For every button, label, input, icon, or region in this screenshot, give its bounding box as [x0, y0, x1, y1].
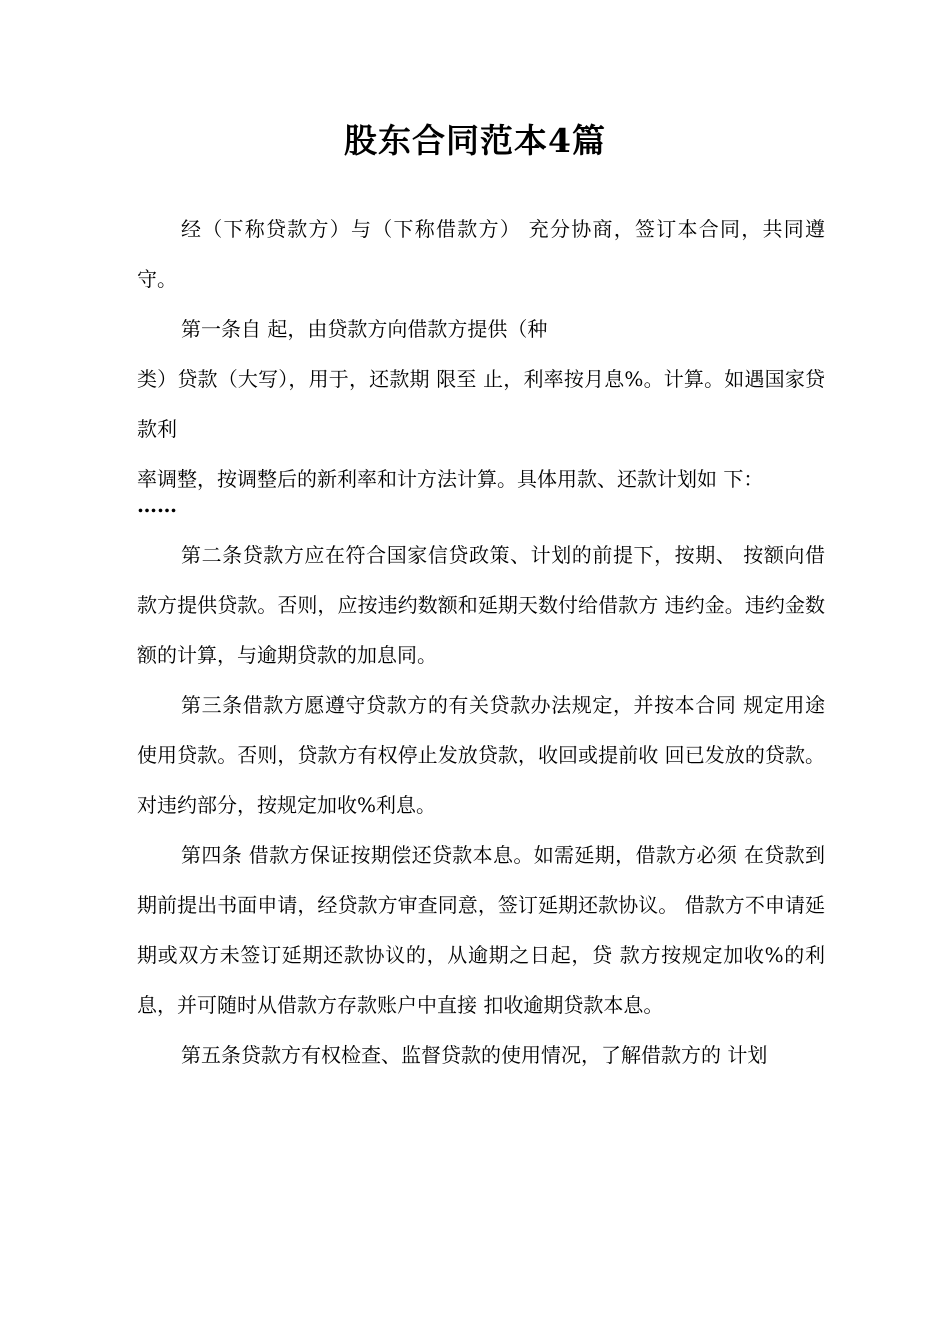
document-title: 股东合同范本4篇: [344, 121, 606, 160]
paragraph-article-2: 第二条贷款方应在符合国家信贷政策、计划的前提下，按期、 按额向借款方提供贷款。否则，应按违约数额和延期天数付给借款方 违约金。违约金数额的计算，与逾期贷款的加息同。: [137, 543, 825, 667]
paragraph-article-3: 第三条借款方愿遵守贷款方的有关贷款办法规定，并按本合同 规定用途使用贷款。否则，贷款方有权停止发放贷款，收回或提前收 回已发放的贷款。对违约部分，按规定加收%利息。: [137, 693, 825, 817]
paragraph-article-5: 第五条贷款方有权检查、监督贷款的使用情况，了解借款方的 计划: [181, 1043, 768, 1067]
paragraph-article-1-cont: 类）贷款（大写），用于，还款期 限至 止，利率按月息%。计算。如遇国家贷款利: [137, 367, 825, 441]
document-body: [137, 204, 825, 1080]
paragraph-intro: 经（下称贷款方）与（下称借款方） 充分协商，签订本合同，共同遵守。: [137, 217, 825, 291]
ellipsis: ……: [137, 493, 177, 517]
paragraph-article-1-start: 第一条自 起，由贷款方向借款方提供（种: [181, 317, 548, 341]
paragraph-article-4: 第四条 借款方保证按期偿还贷款本息。如需延期，借款方必须 在贷款到期前提出书面申请，经贷款方审查同意，签订延期还款协议。 借款方不申请延期或双方未签订延期还款协议的，从逾期之日起，贷 款方按规定加收%的利息，并可随时从借款方存款账户中直接 扣收逾期贷款本息。: [137, 843, 825, 1017]
paragraph-article-1-end: 率调整，按调整后的新利率和计方法计算。具体用款、还款计划如 下：: [137, 467, 764, 491]
